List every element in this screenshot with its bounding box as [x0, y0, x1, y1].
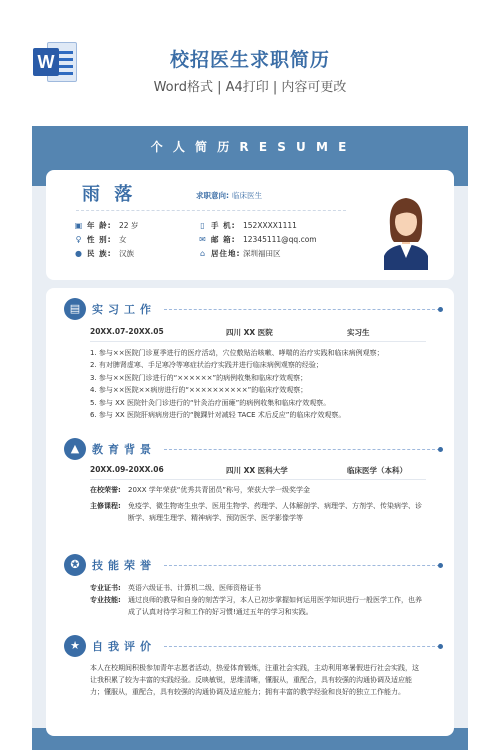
resume-header-title: 个 人 简 历 R E S U M E — [150, 140, 350, 154]
job-intention-label: 求职意向: — [196, 191, 229, 200]
info-location-value: 深圳福田区 — [243, 249, 281, 258]
banner-title: 校招医生求职简历 — [169, 49, 330, 71]
section-skills-title: 技能荣誉 — [92, 559, 156, 572]
internship-role: 实习生 — [347, 328, 370, 337]
section-divider — [164, 565, 440, 566]
info-ethnicity-value: 汉族 — [119, 249, 134, 258]
list-item: 4. 参与××医院××病房进行的“××××××××××”的临床疗效观察； — [90, 386, 308, 395]
mail-icon: ✉ — [199, 235, 206, 244]
education-school: 四川 XX 医科大学 — [226, 466, 288, 475]
user-icon: ● — [75, 249, 82, 258]
info-gender-value: 女 — [119, 235, 127, 244]
calendar-icon: ▣ — [74, 221, 83, 230]
info-gender — [74, 234, 127, 245]
info-location — [198, 248, 281, 259]
skills-certificates — [90, 582, 424, 594]
internship-list — [90, 347, 430, 421]
skills-cert-value: 英语六级证书、计算机二级、医师资格证书 — [128, 584, 261, 592]
education-courses-label: 主修课程: — [90, 502, 121, 510]
avatar — [376, 186, 436, 270]
info-email-value: 12345111@qq.com — [243, 235, 317, 244]
internship-org: 四川 XX 医院 — [226, 328, 273, 337]
section-divider — [164, 449, 440, 450]
briefcase-icon: ▤ — [64, 298, 86, 320]
candidate-name: 雨 落 — [82, 184, 137, 205]
internship-date: 20XX.07-20XX.05 — [90, 327, 164, 336]
list-item: 3. 参与××医院门诊进行的“××××××”的病例收集和临床疗效观察； — [90, 373, 308, 382]
name-divider — [76, 210, 346, 211]
skills-details — [90, 582, 424, 618]
section-internship-title: 实习工作 — [92, 303, 156, 316]
section-education-header — [64, 438, 444, 460]
section-dot — [438, 447, 443, 452]
info-phone — [198, 220, 297, 231]
list-item: 5. 参与 XX 医院针灸门诊进行的“针灸治疗面瘫”的病例收集和临床疗效观察。 — [90, 398, 331, 407]
education-honor-value: 20XX 学年荣获“优秀共青团员”称号，荣获大学一级奖学金 — [128, 486, 310, 494]
star-icon: ★ — [64, 635, 86, 657]
info-ethnicity — [74, 248, 134, 259]
info-age — [74, 220, 138, 231]
section-dot — [438, 563, 443, 568]
skills-abilities — [90, 594, 424, 618]
resume-canvas — [32, 126, 468, 750]
education-courses — [90, 500, 424, 524]
resume-content-card — [46, 288, 454, 736]
self-eval-text: 本人在校期间积极参加青年志愿者活动，热爱体育锻炼，注重社会实践，主动利用寒暑假进行社会实践，这让我积累了较为丰富的实践经验。反映敏锐，思维清晰，懂服从，重配合，具有较强的沟通协调及适应能力；懂服从，重配合，具有较强的沟通协调及适应能力；拥有丰富的教学经验和良好的独立工作能力。 — [90, 664, 419, 696]
graduation-cap-icon: ▲ — [64, 438, 86, 460]
section-self-eval-title: 自我评价 — [92, 640, 156, 653]
info-gender-label: 性 别: — [87, 235, 112, 244]
row-divider — [90, 479, 426, 480]
gender-icon: ♀ — [75, 235, 82, 244]
info-email-label: 邮 箱: — [211, 235, 236, 244]
medal-icon: ✪ — [64, 554, 86, 576]
section-internship-header — [64, 298, 444, 320]
phone-icon: ▯ — [200, 221, 205, 230]
education-courses-value: 免疫学、微生物寄生虫学、医用生物学、药理学、人体解剖学、病理学、方剂学、传染病学、诊断学、病理生理学、精神病学、预防医学、医学影像学等 — [128, 502, 422, 522]
section-divider — [164, 309, 440, 310]
list-item: 2. 有对脾肾虚寒、手足寒冷等寒症状治疗实践并进行临床病例观察的经验； — [90, 361, 323, 370]
skills-ability-value: 通过良师的教导和自身的刻苦学习，本人已初步掌握如何运用医学知识进行一般医学工作，也养成了认真对待学习和工作的好习惯!通过五年的学习和实践。 — [128, 596, 422, 616]
banner-subtitle: Word格式 | A4打印 | 内容可更改 — [153, 80, 347, 95]
section-skills-header — [64, 554, 444, 576]
skills-ability-label: 专业技能: — [90, 596, 121, 604]
personal-info-card — [46, 170, 454, 280]
info-email — [198, 234, 317, 245]
education-details — [90, 484, 424, 524]
education-honor-label: 在校荣誉: — [90, 486, 121, 494]
education-date: 20XX.09-20XX.06 — [90, 465, 164, 474]
education-honor — [90, 484, 424, 496]
section-dot — [438, 307, 443, 312]
section-divider — [164, 646, 440, 647]
row-divider — [90, 341, 426, 342]
info-age-label: 年 龄: — [87, 221, 112, 230]
info-ethnicity-label: 民 族: — [87, 249, 112, 258]
education-major: 临床医学（本科） — [347, 466, 407, 475]
location-icon: ⌂ — [199, 249, 206, 258]
job-intention — [196, 190, 262, 201]
list-item: 6. 参与 XX 医院肝病病房进行的“腕踝针对减轻 TACE 术后反应”的临床疗效观察。 — [90, 411, 346, 420]
section-education-title: 教育背景 — [92, 443, 156, 456]
section-dot — [438, 644, 443, 649]
job-intention-value: 临床医生 — [232, 191, 262, 200]
info-phone-value: 152XXXX1111 — [243, 221, 297, 230]
section-self-eval-header — [64, 635, 444, 657]
info-location-label: 居住地: — [211, 249, 241, 258]
info-age-value: 22 岁 — [119, 221, 139, 230]
list-item: 1. 参与××医院门诊夏季进行的医疗活动，穴位敷贴治咳嗽、哮喘的治疗实践和临床病例观察； — [90, 349, 384, 357]
word-badge: W — [33, 48, 59, 76]
skills-cert-label: 专业证书: — [90, 584, 121, 592]
info-phone-label: 手 机: — [211, 221, 236, 230]
